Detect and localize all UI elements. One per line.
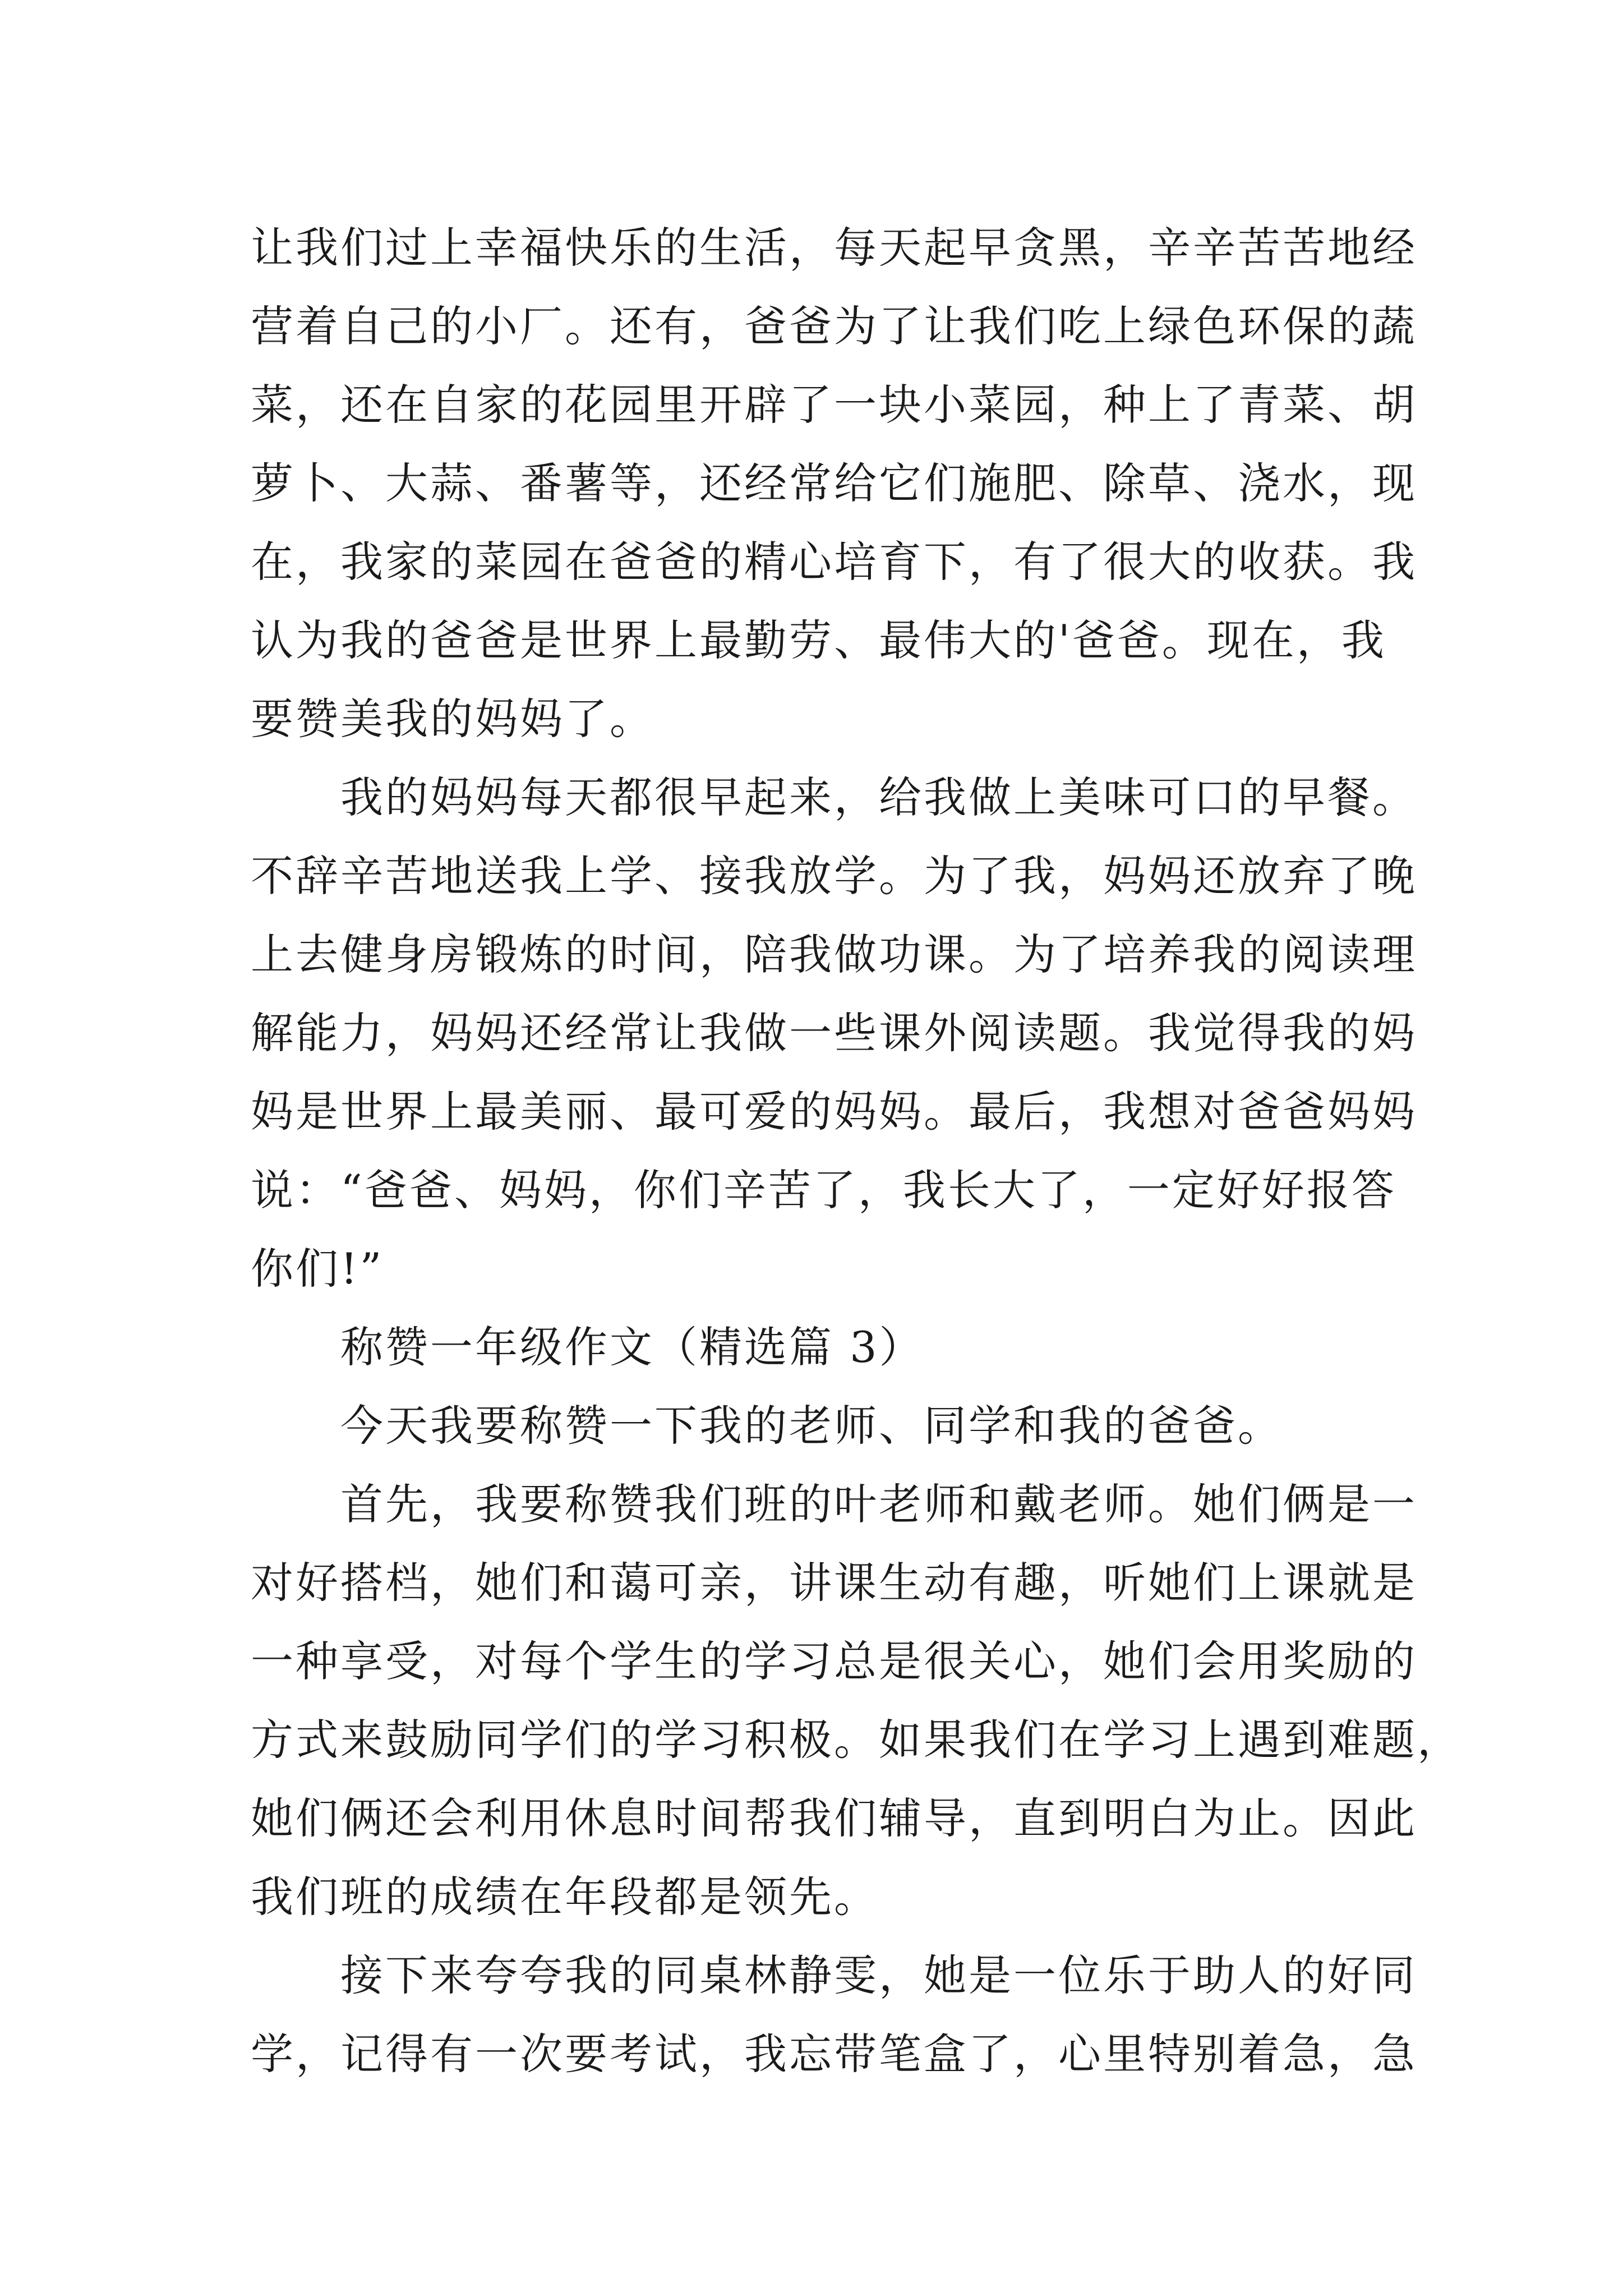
text-line: 营着自己的小厂。还有，爸爸为了让我们吃上绿色环保的蔬: [251, 301, 1417, 351]
text-line: 首先，我要称赞我们班的叶老师和戴老师。她们俩是一: [340, 1479, 1417, 1529]
text-line: 一种享受，对每个学生的学习总是很关心，她们会用奖励的: [251, 1636, 1417, 1686]
text-line: 说：“爸爸、妈妈，你们辛苦了，我长大了，一定好好报答: [251, 1165, 1396, 1215]
text-line: 我的妈妈每天都很早起来，给我做上美味可口的早餐。: [340, 772, 1417, 822]
essay-text: [251, 209, 1462, 2093]
text-line: 认为我的爸爸是世界上最勤劳、最伟大的'爸爸。现在，我: [251, 615, 1386, 665]
text-line: 方式来鼓励同学们的学习积极。如果我们在学习上遇到难题，: [251, 1715, 1462, 1765]
text-line: 学，记得有一次要考试，我忘带笔盒了，心里特别着急，急: [251, 2029, 1417, 2079]
text-line: 让我们过上幸福快乐的生活，每天起早贪黑，辛辛苦苦地经: [251, 223, 1417, 273]
text-line: 称赞一年级作文（精选篇 3）: [340, 1322, 924, 1372]
text-line: 不辞辛苦地送我上学、接我放学。为了我，妈妈还放弃了晚: [251, 851, 1417, 901]
text-line: 解能力，妈妈还经常让我做一些课外阅读题。我觉得我的妈: [251, 1008, 1417, 1058]
text-line: 今天我要称赞一下我的老师、同学和我的爸爸。: [340, 1401, 1283, 1451]
text-line: 上去健身房锻炼的时间，陪我做功课。为了培养我的阅读理: [251, 930, 1417, 979]
text-line: 要赞美我的妈妈了。: [251, 694, 654, 744]
text-line: 接下来夸夸我的同桌林静雯，她是一位乐于助人的好同: [340, 1950, 1417, 2000]
text-line: 她们俩还会利用休息时间帮我们辅导，直到明白为止。因此: [251, 1793, 1417, 1843]
text-line: 菜，还在自家的花园里开辟了一块小菜园，种上了青菜、胡: [251, 380, 1417, 430]
text-line: 我们班的成绩在年段都是领先。: [251, 1872, 879, 1922]
text-line: 在，我家的菜园在爸爸的精心培育下，有了很大的收获。我: [251, 537, 1417, 587]
text-line: 萝卜、大蒜、番薯等，还经常给它们施肥、除草、浇水，现: [251, 458, 1417, 508]
text-line: 你们!”: [251, 1244, 384, 1294]
text-line: 对好搭档，她们和蔼可亲，讲课生动有趣，听她们上课就是: [251, 1558, 1417, 1608]
text-line: 妈是世界上最美丽、最可爱的妈妈。最后，我想对爸爸妈妈: [251, 1087, 1417, 1137]
